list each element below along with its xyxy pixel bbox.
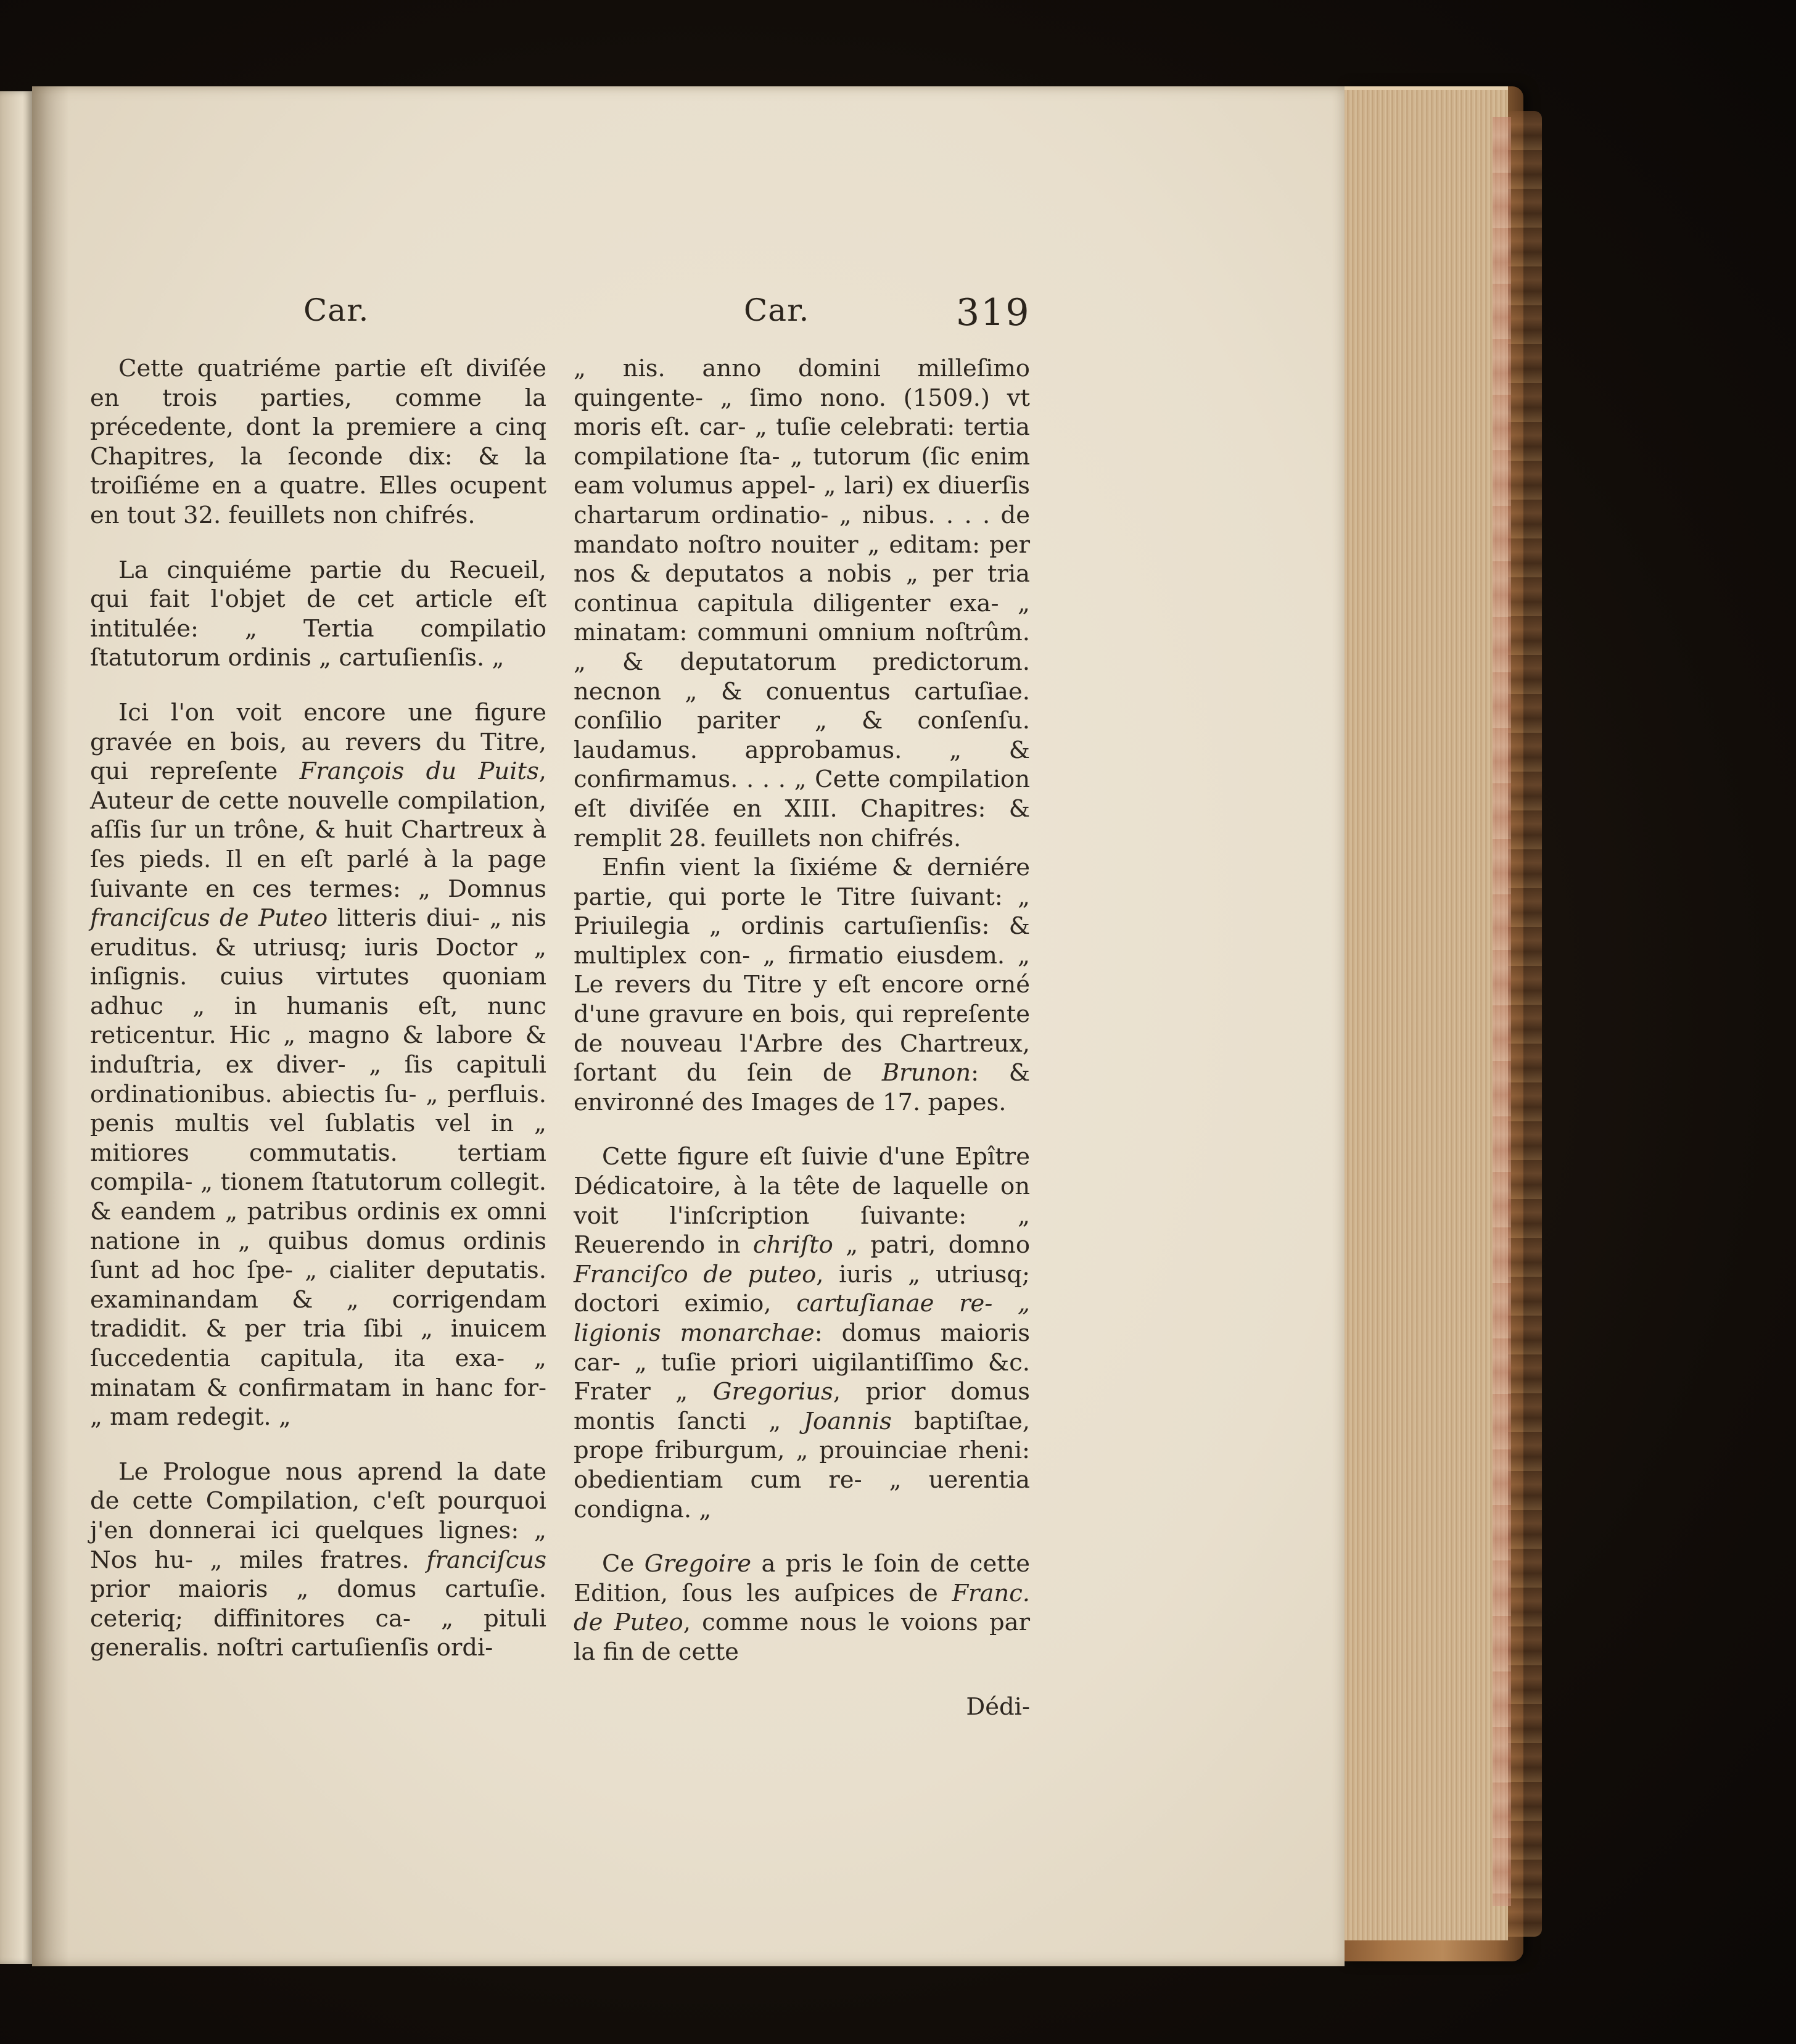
text-run: , prior domus montis ſancti „ bbox=[574, 1378, 1030, 1435]
text-run: Ce bbox=[602, 1550, 645, 1578]
paragraph-p1 bbox=[90, 354, 546, 530]
text-run: Cette figure eſt ſuivie d'une Epître Dédicatoire, à la tête de laquelle on voit l'inſcription ſuivante: „ Reuerendo in bbox=[574, 1143, 1030, 1259]
right-text-column bbox=[574, 354, 1030, 1721]
text-run: prior maioris „ domus cartuſie. ceteriq; diffinitores ca- „ pituli generalis. noſtri cartuſienſis ordi- bbox=[90, 1575, 546, 1662]
italic-text: franciſcus de Puteo bbox=[90, 904, 328, 933]
paragraph-r2 bbox=[574, 853, 1030, 1117]
italic-text: Gregorius bbox=[712, 1378, 833, 1406]
text-run: Le Prologue nous aprend la date de cette Compilation, c'eſt pourquoi j'en donnerai ici quelques lignes: „ Nos hu- „ miles fratres. bbox=[90, 1457, 546, 1574]
paragraph-p2 bbox=[90, 556, 546, 673]
italic-text: Brunon bbox=[881, 1059, 971, 1087]
page-number: 319 bbox=[956, 291, 1031, 334]
paragraph-r4 bbox=[574, 1549, 1030, 1667]
italic-text: chriſto bbox=[752, 1231, 833, 1259]
fore-edge-staining bbox=[1493, 117, 1511, 1906]
running-head-right: Car. bbox=[744, 292, 810, 328]
page-block-fore-edge bbox=[1345, 86, 1508, 1940]
catchword-line bbox=[574, 1692, 1030, 1722]
text-run: , Auteur de cette nouvelle compilation, aſſis ſur un trône, & huit Chartreux à ſes pieds. Il en eſt parlé à la page ſuivante en ces termes: „ Domnus bbox=[90, 757, 546, 903]
italic-text: Gregoire bbox=[644, 1550, 751, 1578]
italic-text: franciſcus bbox=[426, 1546, 546, 1574]
text-run: a pris le ſoin de cette Edition, ſous les auſpices de bbox=[574, 1550, 1031, 1607]
italic-text: Franc. de Puteo bbox=[574, 1579, 1030, 1637]
facing-page-edge bbox=[0, 91, 32, 1964]
paragraph-r3 bbox=[574, 1142, 1030, 1524]
text-run: : & environné des Images de 17. papes. bbox=[574, 1059, 1030, 1116]
text-run: , iuris „ utriusq; doctori eximio, bbox=[574, 1260, 1031, 1318]
paragraph-r1 bbox=[574, 354, 1030, 853]
paragraph-p4 bbox=[90, 1457, 546, 1663]
text-run: litteris diui- „ nis eruditus. & utriusq; iuris Doctor „ inſignis. cuius virtutes quoniam adhuc „ in humanis eſt, nunc reticentur. Hic „ magno & labore & induſtria, ex diver- „ ſis capituli ordinationibus. abiectis ſu- „ perfluis. penis multis vel ſublatis vel in „ mitiores commutatis. tertiam compila- „ tionem ſtatutorum collegit. & eandem „ patribus ordinis ex omni natione in „ quibus domus ordinis ſunt ad hoc ſpe- „ cialiter deputatis. examinandam & „ corrigendam tradidit. & per tria ſibi „ inuicem ſuccedentia capitula, ita exa- „ minatam & confirmatam in hanc for- „ mam redegit. „ bbox=[90, 904, 546, 1432]
text-run: , comme nous le voions par la fin de cette bbox=[574, 1609, 1030, 1666]
text-run: Cette quatriéme partie eſt diviſée en trois parties, comme la précedente, dont la premiere a cinq Chapitres, la ſeconde dix: & la troiſiéme en a quatre. Elles ocupent en tout 32. feuillets non chifrés. bbox=[90, 355, 546, 529]
italic-text: Joannis bbox=[803, 1407, 892, 1435]
text-run: Enfin vient la ſixiéme & derniére partie, qui porte le Titre ſuivant: „ Priuilegia „ ordinis cartuſienſis: & multiplex con- „ firmatio eiusdem. „ Le revers du Titre y eſt encore orné d'une gravure en bois, qui repreſente de nouveau l'Arbre des Chartreux, ſortant du ſein de bbox=[574, 854, 1030, 1087]
gutter-shadow bbox=[32, 86, 69, 1966]
text-run: : domus maioris car- „ tuſie priori uigilantiſſimo &c. Frater „ bbox=[574, 1319, 1030, 1406]
italic-text: Franciſco de puteo bbox=[574, 1260, 817, 1288]
running-head-left: Car. bbox=[303, 292, 369, 328]
text-run: Ici l'on voit encore une figure gravée en bois, au revers du Titre, qui repreſente bbox=[90, 698, 546, 786]
catchword: Dédi- bbox=[966, 1692, 1030, 1721]
text-run: „ nis. anno domini milleſimo quingente- „ ſimo nono. (1509.) vt moris eſt. car- „ tuſie celebrati: tertia compilatione ſta- „ tutorum (ſic enim eam volumus appel- „ lari) ex diuerſis chartarum ordinatio- „ nibus. . . . de mandato noſtro nouiter „ editam: per nos & deputatos a nobis „ per tria continua capitula diligenter exa- „ minatam: communi omnium noſtrûm. „ & deputatorum predictorum. necnon „ & conuentus cartuſiae. conſilio pariter „ & conſenſu. laudamus. approbamus. „ & confirmamus. . . . „ Cette compilation eſt diviſée en XIII. Chapitres: & remplit 28. feuillets non chifrés. bbox=[574, 355, 1030, 852]
text-run: „ patri, domno bbox=[833, 1231, 1030, 1259]
text-run: baptiſtae, prope friburgum, „ prouinciae rheni: obedientiam cum re- „ uerentia condigna. „ bbox=[574, 1407, 1030, 1523]
text-run: La cinquiéme partie du Recueil, qui fait l'objet de cet article eſt intitulée: „ Tertia compilatio ſtatutorum ordinis „ cartuſienſis. „ bbox=[90, 556, 546, 672]
paragraph-p3 bbox=[90, 698, 546, 1432]
left-text-column bbox=[90, 354, 546, 1688]
italic-text: cartuſianae re- „ ligionis monarchae bbox=[574, 1290, 1031, 1347]
italic-text: François du Puits bbox=[299, 757, 539, 786]
